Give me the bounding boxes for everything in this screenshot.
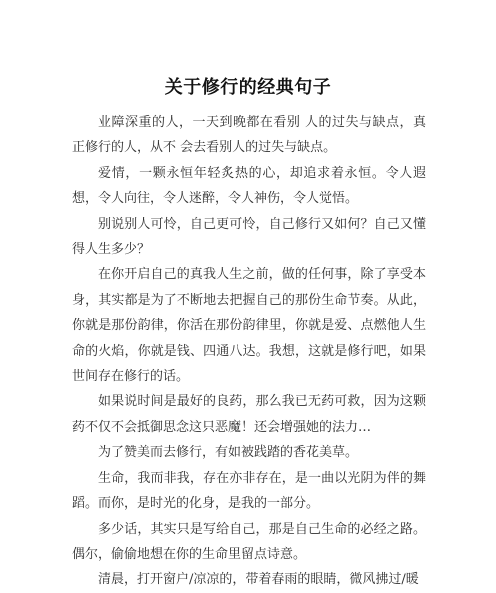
article-body xyxy=(72,110,426,593)
paragraph: 多少话，其实只是写给自己，那是自己生命的必经之路。偶尔，偷偷地想在你的生命里留点诗意。 xyxy=(72,521,426,562)
paragraph: 清晨，打开窗户/凉凉的，带着春雨的眼睛，微风拂过/暖 xyxy=(98,572,419,588)
paragraph: 业障深重的人，一天到晚都在看别 人的过失与缺点，真正修行的人，从不 会去看别人的过失与缺点。 xyxy=(72,115,426,156)
paragraph: 爱情，一颗永恒年轻炙热的心，却追求着永恒。令人遐想，令人向往，令人迷醉，令人神伤，令人觉悟。 xyxy=(72,165,426,207)
paragraph: 为了赞美而去修行，有如被践踏的香花美草。 xyxy=(98,445,359,461)
paragraph: 如果说时间是最好的良药，那么我已无药可救，因为这颗药不仅不会抵御思念这只恶魔！还会增强她的法力… xyxy=(72,394,426,435)
paragraph: 生命，我而非我，存在亦非存在，是一曲以光阴为伴的舞蹈。而你，是时光的化身，是我的一部分。 xyxy=(72,470,426,512)
paragraph: 在你开启自己的真我人生之前，做的任何事，除了享受本身，其实都是为了不断地去把握自己的那份生命节奏。从此，你就是那份韵律，你活在那份韵律里，你就是爱、点燃他人生命的火焰，你就是钱、四通八达。我想，这就是修行吧，如果世间存在修行的话。 xyxy=(72,267,426,385)
paragraph: 别说别人可怜，自己更可怜，自己修行又如何？自己又懂得人生多少？ xyxy=(72,216,426,258)
page-title: 关于修行的经典句子 xyxy=(164,77,332,98)
